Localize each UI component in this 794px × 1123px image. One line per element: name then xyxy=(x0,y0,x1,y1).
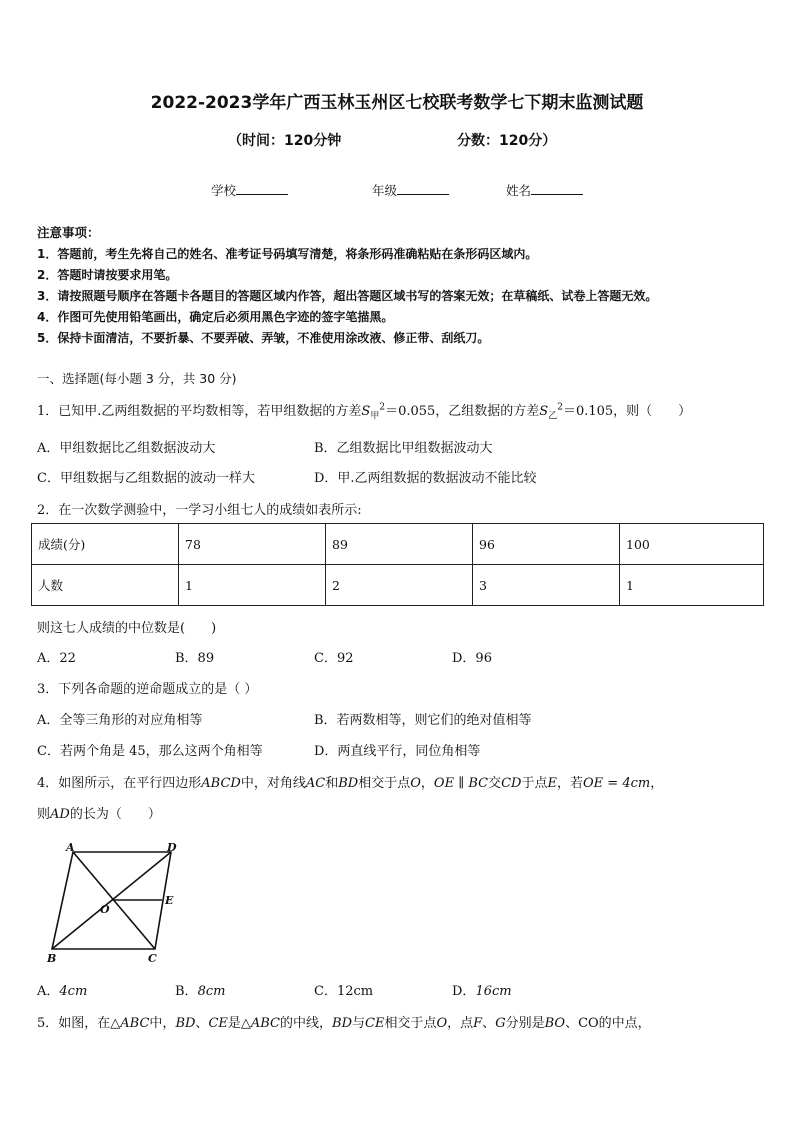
q2-option-c: C．92 xyxy=(314,651,354,666)
q5-math: ABC xyxy=(250,1016,281,1031)
notes-heading: 注意事项： xyxy=(37,225,100,240)
q4-math: ABCD xyxy=(201,776,241,791)
q1-symbol-s2: S xyxy=(539,404,549,419)
q2-option-a: A．22 xyxy=(37,651,76,666)
q4-text: 4．如图所示，在平行四边形 xyxy=(37,776,202,791)
q5-text: 5．如图，在△ xyxy=(37,1016,121,1031)
label-a: A xyxy=(66,841,75,854)
q5-math: O xyxy=(436,1016,448,1031)
q5-math: BO xyxy=(544,1016,566,1031)
q4-math: E xyxy=(547,776,557,791)
table-cell: 96 xyxy=(473,524,620,565)
q4-math: CD xyxy=(501,776,522,791)
q5-math: BD xyxy=(175,1016,196,1031)
table-cell: 3 xyxy=(473,565,620,606)
q4-option-letter: A． xyxy=(37,984,60,999)
table-row xyxy=(32,524,764,565)
q4-text: ， xyxy=(650,776,664,791)
exam-score: 分数：120分） xyxy=(457,133,557,149)
q5-text: 相交于点 xyxy=(384,1016,437,1031)
q1-option-b: B．乙组数据比甲组数据波动大 xyxy=(314,441,493,456)
q4-text: 中，对角线 xyxy=(240,776,306,791)
q4-text: 交 xyxy=(488,776,502,791)
question-3: 3．下列各命题的逆命题成立的是（ ） xyxy=(37,682,258,697)
q1-symbol-s: S xyxy=(361,404,371,419)
q4-option-a xyxy=(37,980,87,999)
question-2: 2．在一次数学测验中，一学习小组七人的成绩如表所示: xyxy=(37,503,362,518)
q4-math: BD xyxy=(338,776,359,791)
q5-text: 中， xyxy=(149,1016,176,1031)
q2-ask: 则这七人成绩的中位数是( ) xyxy=(37,621,217,636)
q4-option-b xyxy=(175,980,225,999)
name-field xyxy=(506,181,583,199)
q1-value-yi: ＝0.105，则（ ） xyxy=(562,404,692,419)
q5-text: ，点 xyxy=(447,1016,474,1031)
q3-option-a: A．全等三角形的对应角相等 xyxy=(37,713,203,728)
question-4 xyxy=(37,772,663,791)
q2-option-b: B．89 xyxy=(175,651,215,666)
note-item: 2．答题时请按要求用笔。 xyxy=(37,268,178,282)
q1-option-d: D．甲.乙两组数据的数据波动不能比较 xyxy=(314,471,537,486)
grade-blank xyxy=(397,182,449,195)
school-field xyxy=(211,181,288,199)
q4-text: 于点 xyxy=(521,776,548,791)
q5-text: 分别是 xyxy=(505,1016,545,1031)
q4-text: ∥ xyxy=(454,776,469,791)
q4-option-value: 8cm xyxy=(197,984,226,999)
note-item: 4．作图可先使用铅笔画出，确定后必须用黑色字迹的签字笔描黑。 xyxy=(37,310,394,324)
q5-math: ABC xyxy=(120,1016,150,1031)
q4-option-letter: D． xyxy=(452,984,476,999)
q4-option-c xyxy=(314,980,373,999)
q5-math: CE xyxy=(365,1016,385,1031)
grade-field xyxy=(372,181,449,199)
section-heading: 一、选择题(每小题 3 分，共 30 分) xyxy=(37,371,237,386)
q4-option-letter: C． xyxy=(314,984,337,999)
table-cell: 78 xyxy=(179,524,326,565)
q3-option-c: C．若两个角是 45，那么这两个角相等 xyxy=(37,744,263,759)
q5-text: 的中线， xyxy=(280,1016,333,1031)
q4-option-value: 4cm xyxy=(59,984,88,999)
q1-sup: 2 xyxy=(379,402,386,413)
q4-text: ，若 xyxy=(557,776,584,791)
table-cell: 2 xyxy=(326,565,473,606)
note-item: 3．请按照题号顺序在答题卡各题目的答题区域内作答，超出答题区域书写的答案无效；在草稿纸、试卷上答题无效。 xyxy=(37,289,658,303)
q1-sub-jia: 甲 xyxy=(370,411,380,422)
school-blank xyxy=(236,182,288,195)
q1-value-jia: ＝0.055，乙组数据的方差 xyxy=(385,404,540,419)
table-cell: 1 xyxy=(179,565,326,606)
q4-text: 和 xyxy=(325,776,339,791)
q5-text: 是△ xyxy=(227,1016,251,1031)
note-item: 5．保持卡面清洁，不要折暴、不要弄破、弄皱，不准使用涂改液、修正带、刮纸刀。 xyxy=(37,331,490,345)
name-label: 姓名 xyxy=(506,183,532,198)
label-d: D xyxy=(167,841,177,854)
q4-math: O xyxy=(410,776,421,791)
q5-math: F xyxy=(473,1016,483,1031)
name-blank xyxy=(531,182,583,195)
q4-math: AD xyxy=(50,807,70,822)
q5-text: 、CO的中点， xyxy=(565,1016,651,1031)
q4-text: ， xyxy=(420,776,434,791)
table-cell: 100 xyxy=(620,524,764,565)
q4-option-value: 12cm xyxy=(336,984,374,999)
q4-text: 的长为（ ） xyxy=(69,807,161,822)
q4-math: OE = 4cm xyxy=(583,776,651,791)
q5-math: G xyxy=(495,1016,506,1031)
q2-option-d: D．96 xyxy=(452,651,492,666)
question-4-line2 xyxy=(37,803,161,822)
q4-math: BC xyxy=(468,776,489,791)
q5-text: 、 xyxy=(195,1016,209,1031)
note-item: 1．答题前，考生先将自己的姓名、准考证号码填写清楚，将条形码准确粘贴在条形码区域内。 xyxy=(37,247,538,261)
q4-math: OE xyxy=(433,776,455,791)
q4-text: 相交于点 xyxy=(358,776,411,791)
table-cell: 成绩(分) xyxy=(32,524,179,565)
q1-option-a: A．甲组数据比乙组数据波动大 xyxy=(37,441,216,456)
q5-math: CE xyxy=(208,1016,228,1031)
table-cell: 人数 xyxy=(32,565,179,606)
q4-math: AC xyxy=(305,776,326,791)
table-cell: 1 xyxy=(620,565,764,606)
q1-sup2: 2 xyxy=(557,402,563,413)
q3-option-d: D．两直线平行，同位角相等 xyxy=(314,744,481,759)
label-c: C xyxy=(148,952,157,965)
q5-text: 与 xyxy=(352,1016,366,1031)
q4-text: 则 xyxy=(37,807,51,822)
page-title: 2022-2023学年广西玉林玉州区七校联考数学七下期末监测试题 xyxy=(150,93,644,113)
label-o: O xyxy=(100,903,110,916)
table-cell: 89 xyxy=(326,524,473,565)
label-e: E xyxy=(165,894,174,907)
q5-math: BD xyxy=(332,1016,353,1031)
q1-stem: 1．已知甲.乙两组数据的平均数相等，若甲组数据的方差 xyxy=(37,404,362,419)
question-5 xyxy=(37,1012,651,1031)
grade-label: 年级 xyxy=(372,183,398,198)
q4-option-value: 16cm xyxy=(475,984,512,999)
q4-option-d xyxy=(452,980,512,999)
school-label: 学校 xyxy=(211,183,237,198)
label-b: B xyxy=(47,952,57,965)
exam-time: （时间：120分钟 xyxy=(228,133,342,149)
q5-text: 、 xyxy=(482,1016,496,1031)
q1-sub-yi: 乙 xyxy=(548,411,558,422)
q3-option-b: B．若两数相等，则它们的绝对值相等 xyxy=(314,713,532,728)
q1-option-c: C．甲组数据与乙组数据的波动一样大 xyxy=(37,471,255,486)
score-table xyxy=(31,523,764,606)
q4-option-letter: B． xyxy=(175,984,198,999)
question-1 xyxy=(37,400,691,422)
table-row xyxy=(32,565,764,606)
parallelogram-figure xyxy=(40,840,190,965)
